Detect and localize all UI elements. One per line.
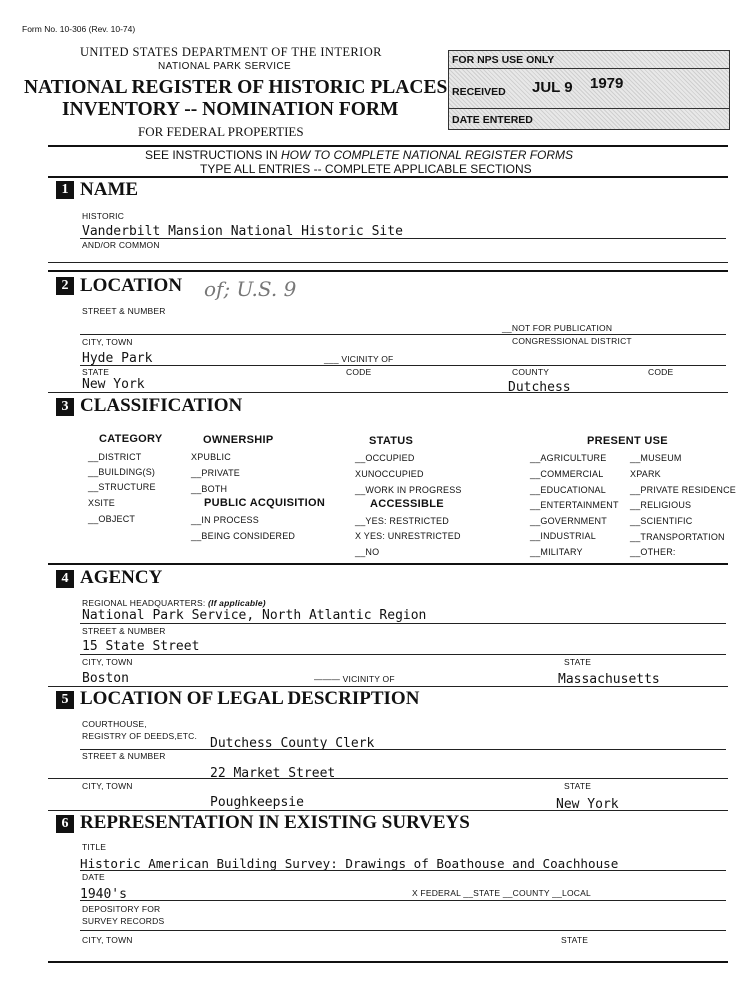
- use-entertainment: __ENTERTAINMENT: [530, 500, 619, 510]
- legal-city-value: Poughkeepsie: [210, 795, 304, 810]
- agency-city-value: Boston: [82, 671, 129, 686]
- nps-use-box: [448, 50, 730, 130]
- agency-street-label: STREET & NUMBER: [82, 626, 166, 636]
- agency-city-label: CITY, TOWN: [82, 657, 133, 667]
- section-6-title: REPRESENTATION IN EXISTING SURVEYS: [80, 812, 470, 833]
- use-transportation: __TRANSPORTATION: [630, 532, 725, 542]
- status-work-in-progress: __WORK IN PROGRESS: [355, 485, 462, 495]
- section-5-number: 5: [56, 691, 74, 709]
- handwritten-note: of; U.S. 9: [204, 277, 297, 301]
- nps-box-label: FOR NPS USE ONLY: [452, 54, 555, 66]
- section-1-number: 1: [56, 181, 74, 199]
- public-acquisition-heading: PUBLIC ACQUISITION: [204, 497, 326, 509]
- section-2-number: 2: [56, 277, 74, 295]
- section-5-title: LOCATION OF LEGAL DESCRIPTION: [80, 688, 420, 709]
- vicinity-of: ___ VICINITY OF: [324, 354, 394, 364]
- depository-label-2: SURVEY RECORDS: [82, 916, 165, 926]
- registry-value: Dutchess County Clerk: [210, 736, 375, 751]
- survey-city-label: CITY, TOWN: [82, 935, 133, 945]
- form-subtitle: FOR FEDERAL PROPERTIES: [138, 124, 304, 139]
- category-district: __DISTRICT: [88, 452, 142, 462]
- use-other: __OTHER:: [630, 547, 676, 557]
- category-building: __BUILDING(S): [88, 467, 156, 477]
- received-year-stamp: 1979: [590, 75, 624, 92]
- category-heading: CATEGORY: [99, 433, 163, 445]
- accessible-no: __NO: [355, 547, 380, 557]
- instructions-line1: SEE INSTRUCTIONS IN HOW TO COMPLETE NATIONAL REGISTER FORMS: [145, 148, 574, 162]
- registry-label: REGISTRY OF DEEDS,ETC.: [82, 731, 198, 741]
- section-4-title: AGENCY: [80, 567, 163, 588]
- received-date-stamp: JUL 9: [532, 79, 573, 96]
- survey-state-label: STATE: [561, 935, 589, 945]
- ownership-private: __PRIVATE: [191, 468, 240, 478]
- common-label: AND/OR COMMON: [82, 240, 160, 250]
- historic-label: HISTORIC: [82, 211, 125, 221]
- county-value: Dutchess: [508, 380, 571, 395]
- use-religious: __RELIGIOUS: [630, 500, 692, 510]
- courthouse-label: COURTHOUSE,: [82, 719, 147, 729]
- status-occupied: __OCCUPIED: [355, 453, 415, 463]
- agency-vicinity-of: ——— VICINITY OF: [314, 674, 395, 684]
- use-military: __MILITARY: [530, 547, 583, 557]
- category-object: __OBJECT: [88, 514, 136, 524]
- status-unoccupied: XUNOCCUPIED: [355, 469, 424, 479]
- section-4-number: 4: [56, 570, 74, 588]
- legal-street-value: 22 Market Street: [210, 766, 336, 781]
- section-3-number: 3: [56, 398, 74, 416]
- agency-street-value: 15 State Street: [82, 639, 200, 654]
- use-educational: __EDUCATIONAL: [530, 485, 606, 495]
- legal-state-value: New York: [556, 797, 619, 812]
- received-label: RECEIVED: [452, 86, 506, 98]
- accessible-restricted: __YES: RESTRICTED: [355, 516, 449, 526]
- state-label: STATE: [82, 367, 110, 377]
- city-value: Hyde Park: [82, 351, 153, 366]
- survey-levels: X FEDERAL __STATE __COUNTY __LOCAL: [412, 888, 591, 898]
- department: UNITED STATES DEPARTMENT OF THE INTERIOR: [80, 45, 382, 59]
- use-private-residence: __PRIVATE RESIDENCE: [630, 485, 736, 495]
- status-heading: STATUS: [369, 435, 414, 447]
- street-label: STREET & NUMBER: [82, 306, 166, 316]
- acquisition-being-considered: __BEING CONSIDERED: [191, 531, 296, 541]
- section-1-title: NAME: [80, 179, 139, 200]
- survey-title-value: Historic American Building Survey: Drawings of Boathouse and Coachhouse: [80, 856, 619, 871]
- use-industrial: __INDUSTRIAL: [530, 531, 596, 541]
- survey-date-value: 1940's: [80, 887, 127, 902]
- not-for-publication: __NOT FOR PUBLICATION: [502, 323, 613, 333]
- service: NATIONAL PARK SERVICE: [158, 61, 292, 72]
- section-3-title: CLASSIFICATION: [80, 395, 243, 416]
- use-museum: __MUSEUM: [630, 453, 682, 463]
- legal-state-label: STATE: [564, 781, 592, 791]
- use-park: XPARK: [630, 469, 661, 479]
- accessible-heading: ACCESSIBLE: [370, 498, 444, 510]
- ownership-public: XPUBLIC: [191, 452, 231, 462]
- form-title-line1: NATIONAL REGISTER OF HISTORIC PLACES: [24, 77, 448, 98]
- accessible-unrestricted: X YES: UNRESTRICTED: [355, 531, 461, 541]
- agency-state-label: STATE: [564, 657, 592, 667]
- acquisition-in-process: __IN PROCESS: [191, 515, 259, 525]
- historic-value: Vanderbilt Mansion National Historic Site: [82, 224, 403, 239]
- agency-state-value: Massachusetts: [558, 672, 660, 687]
- legal-street-label: STREET & NUMBER: [82, 751, 166, 761]
- city-label: CITY, TOWN: [82, 337, 133, 347]
- date-entered-label: DATE ENTERED: [452, 114, 533, 126]
- ownership-heading: OWNERSHIP: [203, 434, 274, 446]
- state-value: New York: [82, 377, 145, 392]
- legal-city-label: CITY, TOWN: [82, 781, 133, 791]
- regional-hq-value: National Park Service, North Atlantic Region: [82, 608, 427, 623]
- survey-date-label: DATE: [82, 872, 105, 882]
- use-commercial: __COMMERCIAL: [530, 469, 604, 479]
- section-6-number: 6: [56, 815, 74, 833]
- use-agriculture: __AGRICULTURE: [530, 453, 607, 463]
- use-scientific: __SCIENTIFIC: [630, 516, 693, 526]
- ownership-both: __BOTH: [191, 484, 228, 494]
- survey-title-label: TITLE: [82, 842, 107, 852]
- depository-label-1: DEPOSITORY FOR: [82, 904, 161, 914]
- regional-hq-label: REGIONAL HEADQUARTERS: (If applicable): [82, 598, 266, 608]
- congressional-district-label: CONGRESSIONAL DISTRICT: [512, 336, 632, 346]
- county-label: COUNTY: [512, 367, 550, 377]
- form-title-line2: INVENTORY -- NOMINATION FORM: [62, 99, 399, 120]
- form-number: Form No. 10-306 (Rev. 10-74): [22, 24, 136, 34]
- code-label: CODE: [346, 367, 372, 377]
- category-structure: __STRUCTURE: [88, 482, 156, 492]
- section-2-title: LOCATION: [80, 275, 183, 296]
- category-site: XSITE: [88, 498, 116, 508]
- use-government: __GOVERNMENT: [530, 516, 607, 526]
- present-use-heading: PRESENT USE: [587, 435, 668, 447]
- county-code-label: CODE: [648, 367, 674, 377]
- instructions-line2: TYPE ALL ENTRIES -- COMPLETE APPLICABLE SECTIONS: [200, 162, 532, 176]
